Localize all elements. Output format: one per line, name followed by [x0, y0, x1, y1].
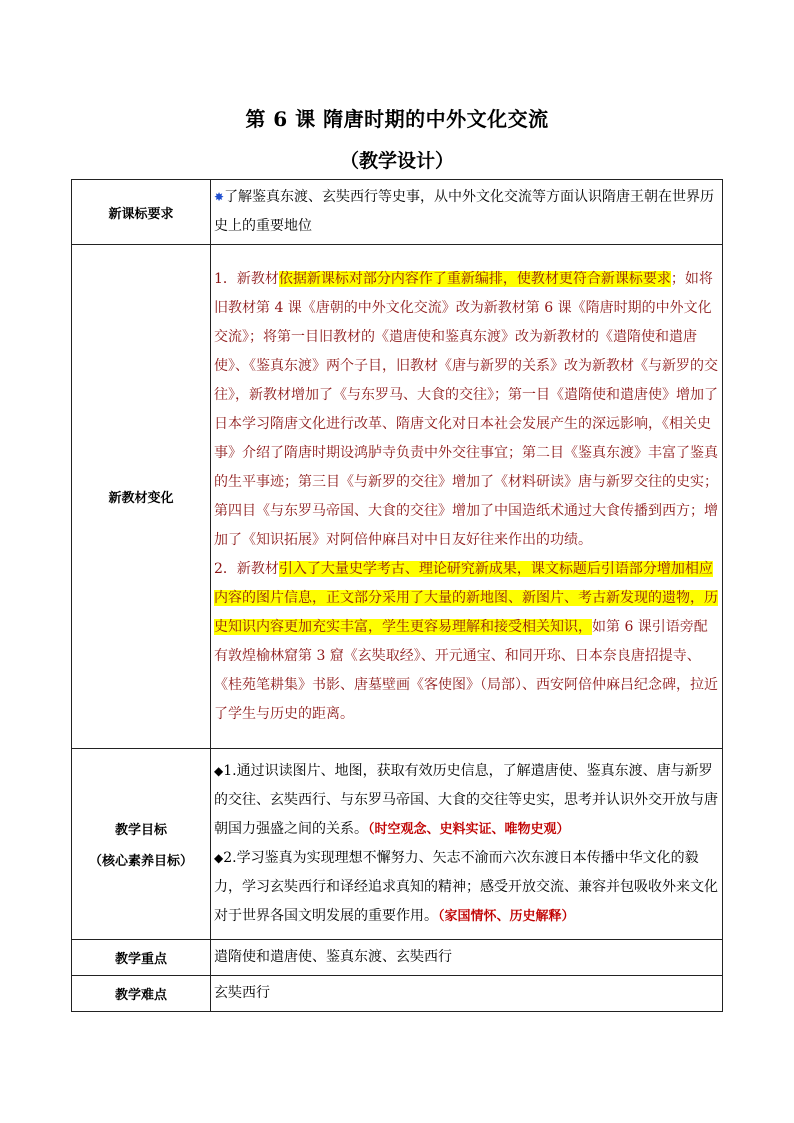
- diamond-bullet-icon: ◆: [214, 764, 224, 778]
- changes-paragraph-1: 1．新教材依据新课标对部分内容作了重新编排，使教材更符合新课标要求；如将旧教材第 4 课《唐朝的中外文化交流》改为新教材第 6 课《隋唐时期的中外文化交流》；将第一目旧教材的《遣唐使和鉴真东渡》改为新教材的《遣隋使和遣唐使》、《鉴真东渡》两个子目，旧教材《唐与新罗的关系》改为新教材《与新罗的交往》，新教材增加了《与东罗马、大食的交往》；第一目《遣隋使和遣唐使》增加了日本学习隋唐文化进行改革、隋唐文化对日本社会发展产生的深远影响，《相关史事》介绍了隋唐时期设鸿胪寺负责中外交往事宜；第二目《鉴真东渡》丰富了鉴真的生平事迹；第三目《与新罗的交往》增加了《材料研读》唐与新罗交往的史实；第四目《与东罗马帝国、大食的交往》增加了中国造纸术通过大食传播到西方；增加了《知识拓展》对阿倍仲麻吕对中日友好往来作出的功绩。: [214, 270, 718, 548]
- page-title: 第 6 课 隋唐时期的中外文化交流: [245, 107, 549, 131]
- standard-text: 了解鉴真东渡、玄奘西行等史事，从中外文化交流等方面认识隋唐王朝在世界历史上的重要地位: [214, 189, 715, 234]
- row-label-standard: 新课标要求: [72, 180, 211, 245]
- page-subtitle: （教学设计）: [339, 150, 454, 172]
- table-row: [72, 245, 723, 749]
- row-content-changes: [211, 245, 723, 749]
- competency-tag: （时空观念、史料实证、唯物史观）: [368, 822, 570, 837]
- competency-tag: （家国情怀、历史解释）: [438, 909, 575, 924]
- row-content-key: 遣隋使和遣唐使、鉴真东渡、玄奘西行: [211, 940, 723, 976]
- highlight-text: 引入了大量史学考古、理论研究新成果，课文标题后引语部分增加相应内容的图片信息，正文部分采用了大量的新地图、新图片、考古新发现的遗物，历史知识内容更加充实丰富，学生更容易理解和接受相关知识，: [214, 560, 718, 635]
- row-content-goals: [211, 749, 723, 940]
- highlight-text: 依据新课标对部分内容作了重新编排，使教材更符合新课标要求: [278, 270, 671, 287]
- goal-item: ◆1.通过识读图片、地图，获取有效历史信息，了解遣唐使、鉴真东渡、唐与新罗的交往、玄奘西行、与东罗马帝国、大食的交往等史实，思考并认识外交开放与唐朝国力强盛之间的关系。（时空观念、史料实证、唯物史观）: [214, 763, 718, 837]
- goal-item: ◆2.学习鉴真为实现理想不懈努力、矢志不渝而六次东渡日本传播中华文化的毅力，学习玄奘西行和译经追求真知的精神；感受开放交流、兼容并包吸收外来文化对于世界各国文明发展的重要作用。（家国情怀、历史解释）: [214, 850, 718, 924]
- table-row: [72, 749, 723, 940]
- row-label-changes: 新教材变化: [72, 245, 211, 749]
- diamond-bullet-icon: ◆: [214, 851, 224, 865]
- row-label-goals: 教学目标 （核心素养目标）: [72, 749, 211, 940]
- table-row: [72, 976, 723, 1012]
- row-content-difficulty: 玄奘西行: [211, 976, 723, 1012]
- table-row: [72, 180, 723, 245]
- lesson-plan-table: [71, 179, 723, 1012]
- row-label-key: 教学重点: [72, 940, 211, 976]
- changes-paragraph-2: 2．新教材引入了大量史学考古、理论研究新成果，课文标题后引语部分增加相应内容的图片信息，正文部分采用了大量的新地图、新图片、考古新发现的遗物，历史知识内容更加充实丰富，学生更容易理解和接受相关知识，如第 6 课引语旁配有敦煌榆林窟第 3 窟《玄奘取经》、开元通宝、和同开珎、日本奈良唐招提寺、《桂苑笔耕集》书影、唐墓壁画《客使图》（局部）、西安阿倍仲麻吕纪念碑，拉近了学生与历史的距离。: [214, 560, 718, 722]
- star-bullet-icon: ✸: [214, 190, 225, 204]
- row-content-standard: [211, 180, 723, 245]
- table-row: [72, 940, 723, 976]
- row-label-difficulty: 教学难点: [72, 976, 211, 1012]
